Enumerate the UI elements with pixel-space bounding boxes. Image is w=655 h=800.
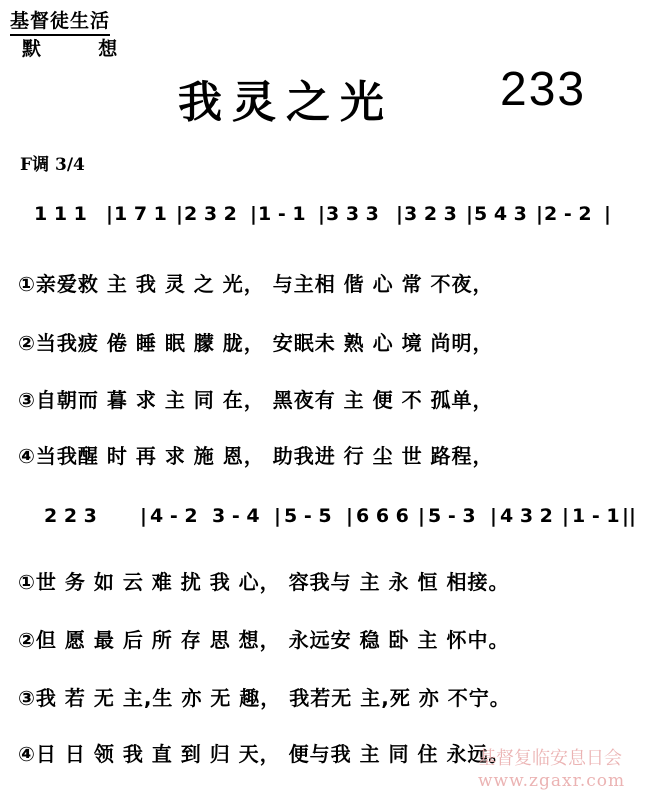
hymn-number: 233: [500, 63, 587, 116]
header-subcategory: [22, 34, 117, 61]
barline: |: [604, 203, 611, 225]
barline: |: [274, 505, 281, 527]
verse-3-line-2: ③我 若 无 主,生 亦 无 趣， 我若无 主,死 亦 不宁。: [18, 686, 511, 710]
barline: |: [106, 203, 113, 225]
barline: |: [562, 505, 569, 527]
barline: |: [490, 505, 497, 527]
measure-notes: 5 - 5: [284, 505, 332, 527]
measure-notes: 5 - 3: [428, 505, 476, 527]
barline: |: [466, 203, 473, 225]
barline: |: [176, 203, 183, 225]
verse-1-line-1: ①亲爱救 主 我 灵 之 光， 与主相 偕 心 常 不夜，: [18, 272, 494, 296]
measure-notes: 2 3 2: [184, 203, 237, 225]
subcategory-char-a: 默: [22, 38, 42, 60]
measure-notes: 1 - 1: [572, 505, 620, 527]
measure-notes: 3 2 3: [404, 203, 457, 225]
measure-notes: 2 2 3: [44, 505, 97, 527]
verse-2-line-1: ②当我疲 倦 睡 眠 朦 胧， 安眠未 熟 心 境 尚明，: [18, 331, 494, 355]
notation-row-2: [44, 505, 634, 535]
verse-1-line-2: ①世 务 如 云 难 扰 我 心， 容我与 主 永 恒 相接。: [18, 570, 510, 594]
barline: |: [250, 203, 257, 225]
hymn-title: 我灵之光: [178, 77, 394, 128]
measure-notes: 2 - 2: [544, 203, 592, 225]
measure-notes: 3 - 4: [212, 505, 260, 527]
notation-row-1: [34, 203, 634, 233]
barline: |: [318, 203, 325, 225]
verse-2-line-2: ②但 愿 最 后 所 存 思 想， 永远安 稳 卧 主 怀中。: [18, 628, 510, 652]
measure-notes: 1 1 1: [34, 203, 87, 225]
key-signature: F调 3/4: [20, 155, 85, 175]
barline: |: [536, 203, 543, 225]
verse-3-line-1: ③自朝而 暮 求 主 同 在， 黑夜有 主 便 不 孤单，: [18, 388, 494, 412]
final-barline: ||: [622, 505, 636, 527]
verse-4-line-1: ④当我醒 时 再 求 施 恩， 助我进 行 尘 世 路程，: [18, 444, 494, 468]
measure-notes: 5 4 3: [474, 203, 527, 225]
watermark-url: www.zgaxr.com: [478, 771, 626, 791]
measure-notes: 3 3 3: [326, 203, 379, 225]
subcategory-char-b: 想: [98, 38, 118, 60]
site-watermark: [478, 748, 625, 792]
measure-notes: 1 7 1: [114, 203, 167, 225]
measure-notes: 4 3 2: [500, 505, 553, 527]
verse-4-line-2: ④日 日 领 我 直 到 归 天， 便与我 主 同 住 永远。: [18, 742, 510, 766]
barline: |: [396, 203, 403, 225]
measure-notes: 1 - 1: [258, 203, 306, 225]
header-category: 基督徒生活: [10, 6, 110, 36]
barline: |: [140, 505, 147, 527]
barline: |: [418, 505, 425, 527]
watermark-church-name: 基督复临安息日会: [478, 748, 622, 769]
measure-notes: 6 6 6: [356, 505, 409, 527]
barline: |: [346, 505, 353, 527]
measure-notes: 4 - 2: [150, 505, 198, 527]
